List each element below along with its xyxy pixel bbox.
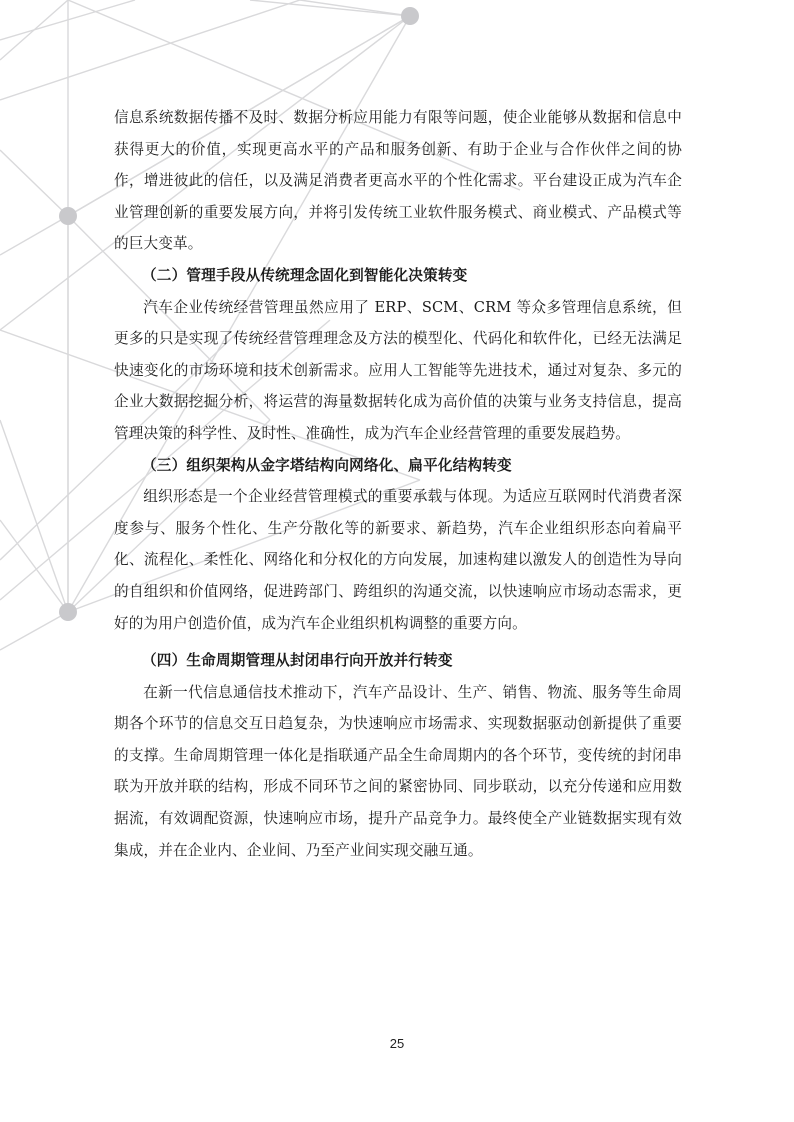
paragraph-organizational-structure: 组织形态是一个企业经营管理模式的重要承载与体现。为适应互联网时代消费者深度参与、服务个性化、生产分散化等的新要求、新趋势，汽车企业组织形态向着扁平化、流程化、柔性化、网络化和分权化的方向发展，加速构建以激发人的创造性为导向的自组织和价值网络，促进跨部门、跨组织的沟通交流，以快速响应市场动态需求，更好的为用户创造价值，成为汽车企业组织机构调整的重要方向。: [114, 488, 682, 632]
section-heading-organizational-structure: （三）组织架构从金字塔结构向网络化、扁平化结构转变: [142, 456, 512, 474]
document-body: [114, 102, 682, 866]
paragraph-management-means: 汽车企业传统经营管理虽然应用了 ERP、SCM、CRM 等众多管理信息系统，但更多的只是实现了传统经营管理理念及方法的模型化、代码化和软件化，已经无法满足快速变化的市场环境和技术创新需求。应用人工智能等先进技术，通过对复杂、多元的企业大数据挖掘分析，将运营的海量数据转化成为高价值的决策与业务支持信息，提高管理决策的科学性、及时性、准确性，成为汽车企业经营管理的重要发展趋势。: [114, 298, 682, 442]
section-heading-lifecycle-management: （四）生命周期管理从封闭串行向开放并行转变: [142, 652, 453, 670]
page-number: 25: [389, 1036, 405, 1051]
paragraph-lifecycle-management: 在新一代信息通信技术推动下，汽车产品设计、生产、销售、物流、服务等生命周期各个环节的信息交互日趋复杂，为快速响应市场需求、实现数据驱动创新提供了重要的支撑。生命周期管理一体化是指联通产品全生命周期内的各个环节，变传统的封闭串联为开放并联的结构，形成不同环节之间的紧密协同、同步联动，以充分传递和应用数据流，有效调配资源，快速响应市场，提升产品竞争力。最终使全产业链数据实现有效集成，并在企业内、企业间、乃至产业间实现交融互通。: [114, 683, 682, 859]
section-heading-management-means: （二）管理手段从传统理念固化到智能化决策转变: [142, 266, 468, 284]
paragraph-platform-construction: 信息系统数据传播不及时、数据分析应用能力有限等问题，使企业能够从数据和信息中获得更大的价值，实现更高水平的产品和服务创新、有助于企业与合作伙伴之间的协作，增进彼此的信任，以及满足消费者更高水平的个性化需求。平台建设正成为汽车企业管理创新的重要发展方向，并将引发传统工业软件服务模式、商业模式、产品模式等的巨大变革。: [114, 109, 682, 253]
